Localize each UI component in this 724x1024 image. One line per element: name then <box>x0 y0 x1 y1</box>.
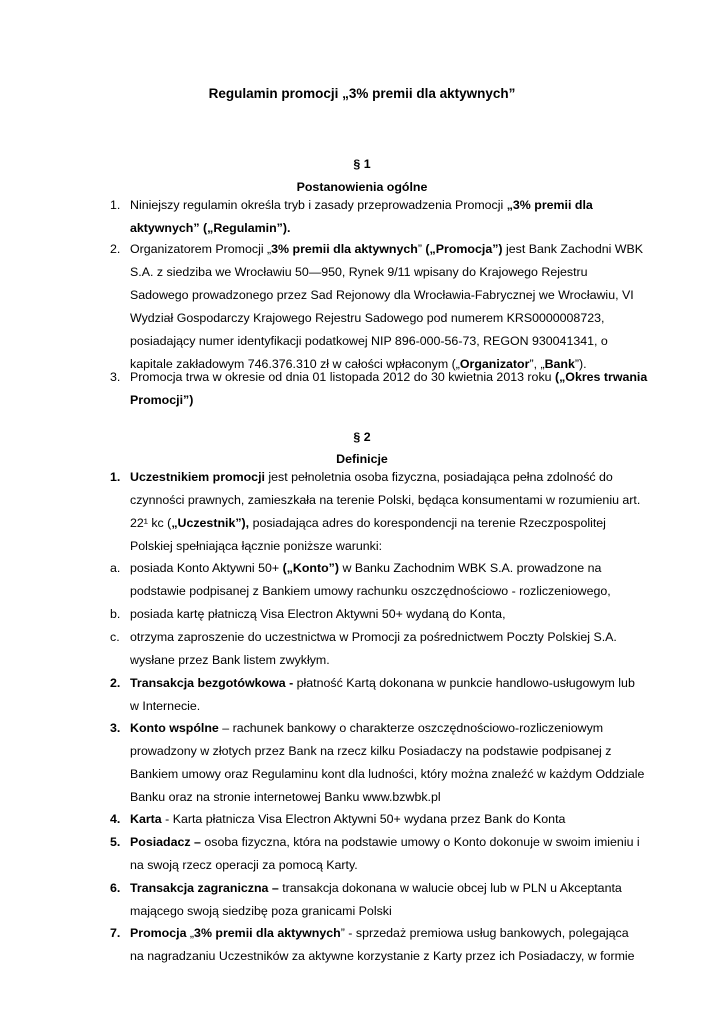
paragraph-line <box>130 198 593 212</box>
bold-text: „Uczestnik”), <box>171 516 250 530</box>
paragraph-line <box>130 699 200 713</box>
text: 22¹ kc ( <box>130 516 172 530</box>
text: posiadająca adres do korespondencji na terenie Rzeczpospolitej <box>249 516 606 530</box>
paragraph-line <box>130 334 608 348</box>
paragraph-line <box>130 676 635 690</box>
bold-text: Konto wspólne <box>130 721 219 735</box>
paragraph-line <box>130 242 643 256</box>
text: Promocja trwa w okresie od dnia 01 listopada 2012 do 30 kwietnia 2013 roku <box>130 370 555 384</box>
paragraph-line <box>130 311 604 325</box>
text: na nagradzaniu Uczestników za aktywne korzystanie z Karty przez ich Posiadaczy, w formie <box>130 949 635 963</box>
list-item-number: c. <box>110 630 120 644</box>
text: posiadający numer identyfikacji podatkowej NIP 896-000-56-73, REGON 930041341, o <box>130 334 608 348</box>
paragraph-line <box>130 370 647 384</box>
list-item-number: 3. <box>110 370 121 384</box>
paragraph-line <box>130 904 392 918</box>
paragraph-line <box>130 812 565 826</box>
list-item-number: a. <box>110 561 121 575</box>
bold-text: („Konto”) <box>282 561 340 575</box>
paragraph-line <box>130 721 603 735</box>
paragraph-line <box>130 653 330 667</box>
paragraph-line <box>130 835 640 849</box>
section-2-heading: Definicje <box>336 452 388 466</box>
paragraph-line <box>130 288 634 302</box>
text: w Internecie. <box>130 699 201 713</box>
bold-text: 3% premii dla aktywnych <box>271 242 418 256</box>
list-item-number: 1. <box>110 198 121 212</box>
text: wysłane przez Bank listem zwykłym. <box>130 653 330 667</box>
text: na swoją rzecz operacji za pomocą Karty. <box>130 858 358 872</box>
paragraph-line <box>130 767 644 781</box>
list-item-number: 6. <box>110 881 121 895</box>
paragraph-line <box>130 539 382 553</box>
list-item-number: 3. <box>110 721 121 735</box>
paragraph-line <box>130 516 606 530</box>
bold-text: aktywnych” („Regulamin”). <box>130 221 291 235</box>
paragraph-line <box>130 493 640 507</box>
text: Organizatorem Promocji „ <box>130 242 272 256</box>
section-2-sign: § 2 <box>353 430 371 444</box>
paragraph-line <box>130 858 358 872</box>
text: – rachunek bankowy o charakterze oszczędnościowo-rozliczeniowym <box>218 721 604 735</box>
list-item-number: 2. <box>110 676 121 690</box>
text: mającego swoją siedzibę poza granicami Polski <box>130 904 392 918</box>
paragraph-line <box>130 926 629 940</box>
text: kapitale zakładowym 746.376.310 zł w całości wpłaconym („ <box>130 357 460 371</box>
text: płatność Kartą dokonana w punkcie handlowo-usługowym lub <box>293 676 635 690</box>
bold-text: Transakcja zagraniczna – <box>130 881 279 895</box>
paragraph-line <box>130 393 193 407</box>
text: podstawie podpisanej z Bankiem umowy rachunku oszczędnościowo - rozliczeniowego, <box>130 584 611 598</box>
paragraph-line <box>130 790 441 804</box>
bold-text: Promocji”) <box>130 393 194 407</box>
bold-text: „3% premii dla <box>506 198 593 212</box>
bold-text: Promocja <box>130 926 187 940</box>
text: Banku oraz na stronie internetowej Banku www.bzwbk.pl <box>130 790 441 804</box>
list-item-number: 2. <box>110 242 121 256</box>
paragraph-line <box>130 470 613 484</box>
text: otrzyma zaproszenie do uczestnictwa w Promocji za pośrednictwem Poczty Polskiej S.A. <box>130 630 617 644</box>
text: Wydział Gospodarczy Krajowego Rejestru Sadowego pod numerem KRS0000008723, <box>130 311 605 325</box>
paragraph-line <box>130 744 611 758</box>
bold-text: Uczestnikiem promocji <box>130 470 265 484</box>
text: czynności prawnych, zamieszkała na terenie Polski, będąca konsumentami w rozumieniu art. <box>130 493 641 507</box>
list-item-number: 5. <box>110 835 121 849</box>
text: prowadzony w złotych przez Bank na rzecz kilku Posiadaczy na podstawie podpisanej z <box>130 744 612 758</box>
section-1-sign: § 1 <box>353 157 371 171</box>
paragraph-line <box>130 949 635 963</box>
text: posiada Konto Aktywni 50+ <box>130 561 283 575</box>
text: osoba fizyczna, która na podstawie umowy o Konto dokonuje w swoim imieniu i <box>200 835 640 849</box>
bold-text: Karta <box>130 812 162 826</box>
list-item-number: 4. <box>110 812 121 826</box>
text: ” <box>417 242 426 256</box>
bold-text: Transakcja bezgotówkowa - <box>130 676 294 690</box>
text: ”). <box>574 357 587 371</box>
bold-text: Bank <box>544 357 575 371</box>
text: Niniejszy regulamin określa tryb i zasady przeprowadzenia Promocji <box>130 198 507 212</box>
paragraph-line <box>130 221 290 235</box>
section-1-heading: Postanowienia ogólne <box>296 180 428 194</box>
text: ” - sprzedaż premiowa usług bankowych, polegająca <box>340 926 629 940</box>
list-item-number: 7. <box>110 926 121 940</box>
paragraph-line <box>130 265 588 279</box>
text: transakcja dokonana w walucie obcej lub w PLN u Akceptanta <box>278 881 622 895</box>
bold-text: Posiadacz – <box>130 835 201 849</box>
text: Sadowego prowadzonego przez Sad Rejonowy dla Wrocławia-Fabrycznej we Wrocławiu, VI <box>130 288 634 302</box>
text: S.A. z siedziba we Wrocławiu 50—950, Rynek 9/11 wpisany do Krajowego Rejestru <box>130 265 588 279</box>
list-item-number: 1. <box>110 470 121 484</box>
bold-text: („Promocja”) <box>425 242 503 256</box>
text: w Banku Zachodnim WBK S.A. prowadzone na <box>339 561 602 575</box>
text: jest Bank Zachodni WBK <box>502 242 644 256</box>
paragraph-line <box>130 561 601 575</box>
text: Polskiej spełniająca łącznie poniższe warunki: <box>130 539 383 553</box>
bold-text: 3% premii dla aktywnych <box>194 926 341 940</box>
bold-text: Organizator <box>459 357 530 371</box>
paragraph-line <box>130 357 587 371</box>
bold-text: („Okres trwania <box>554 370 648 384</box>
paragraph-line <box>130 881 622 895</box>
paragraph-line <box>130 630 617 644</box>
text: ”, „ <box>529 357 545 371</box>
text: jest pełnoletnia osoba fizyczna, posiadająca pełna zdolność do <box>264 470 613 484</box>
text: „ <box>186 926 195 940</box>
text: Bankiem umowy oraz Regulaminu kont dla ludności, który można znaleźć w każdym Oddziale <box>130 767 645 781</box>
document-title: Regulamin promocji „3% premii dla aktywnych” <box>208 86 516 101</box>
paragraph-line <box>130 584 611 598</box>
paragraph-line <box>130 607 506 621</box>
text: - Karta płatnicza Visa Electron Aktywni 50+ wydana przez Bank do Konta <box>161 812 566 826</box>
list-item-number: b. <box>110 607 121 621</box>
text: posiada kartę płatniczą Visa Electron Aktywni 50+ wydaną do Konta, <box>130 607 506 621</box>
